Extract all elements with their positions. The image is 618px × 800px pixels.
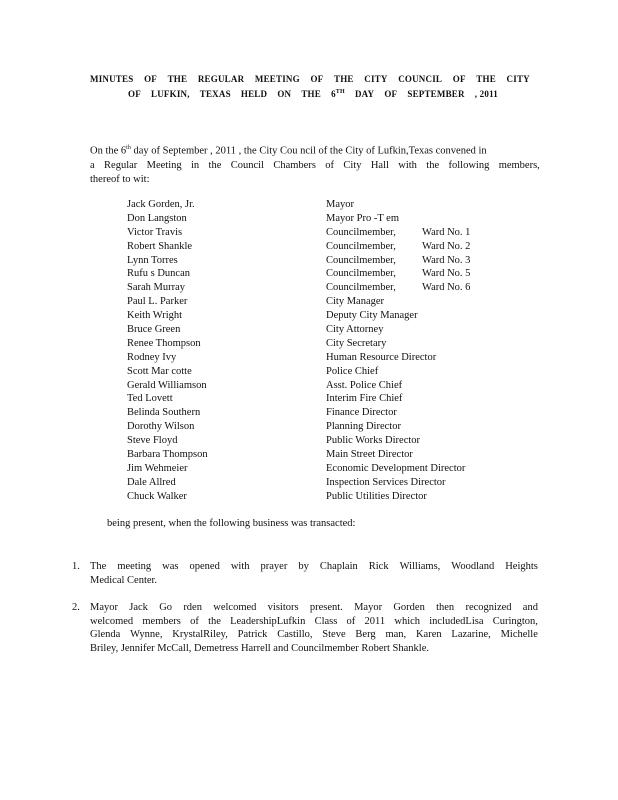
member-row [127,226,507,240]
title-word: THE [334,74,354,84]
title-word: OF [310,74,324,84]
member-name: Steve Floyd [127,435,178,447]
item-line [90,560,538,574]
member-row [127,240,507,254]
member-ward: Ward No. 6 [422,282,471,294]
intro-line-1: On the 6th day of September , 2011 , the City Cou ncil of the City of Lufkin,Texas convened in [90,145,487,157]
title-word: DAY [354,89,375,99]
item-word: visitors [267,602,299,613]
item-word: members [142,615,181,627]
intro-word: Hall [370,159,389,171]
intro-word: City [343,159,362,171]
title-word: MEETING [254,74,300,84]
item-word: of [346,615,356,627]
item-number: 1. [72,561,80,572]
item-word: opened [189,561,220,572]
intro-line-3: thereof to wit: [90,173,150,185]
intro-word: a [90,159,95,171]
title-line-1 [90,74,530,84]
member-role: Interim Fire Chief [326,393,403,405]
member-name: Robert Shankle [127,240,193,252]
member-row [127,379,507,393]
member-role: Economic Development Director [326,462,466,474]
intro-word: Meeting [146,159,182,171]
member-row [127,198,507,212]
item-word: was [162,561,179,572]
item-word: Berg [355,629,376,640]
intro-word: the [208,159,222,171]
title-word: LUFKIN, [151,89,190,99]
member-role: Councilmember, [326,254,396,266]
member-row [127,351,507,365]
title-word: REGULAR [197,74,245,84]
member-name: Belinda Southern [127,407,201,419]
title-word: OF [128,89,141,99]
item-word: Lazarine, [451,629,491,640]
member-row [127,448,507,462]
item-word: 2011 [364,615,386,627]
item-word: Jack [129,602,148,613]
member-name: Gerald Williamson [127,379,207,391]
member-name: Scott Mar cotte [127,365,192,377]
item-word: Rick [368,561,389,572]
item-word: KrystalRiley, [172,629,228,640]
member-role: City Secretary [326,337,387,349]
title-word: 6 [331,89,336,99]
intro-line-2 [90,159,540,173]
member-ward: Ward No. 5 [422,268,471,280]
item-word: which [394,615,421,627]
item-word: Wynne, [130,629,163,640]
member-row [127,212,507,226]
title-word: OF [452,74,466,84]
member-name: Keith Wright [127,310,183,322]
title-word: CITY [506,74,530,84]
member-name: Rufu s Duncan [127,268,190,280]
member-role: Public Works Director [326,435,421,447]
item-word: man, [385,629,407,640]
member-name: Renee Thompson [127,337,201,349]
item-word: Mayor [354,602,383,613]
member-name: Bruce Green [127,324,181,336]
title-day [331,89,345,99]
member-row [127,267,507,281]
member-role: Main Street Director [326,449,413,461]
title-line-2 [128,89,498,99]
member-name: Chuck Walker [127,490,187,502]
member-row [127,462,507,476]
member-name: Ted Lovett [127,393,173,405]
member-name: Dorothy Wilson [127,421,195,433]
item-word: Williams, [399,561,441,572]
member-name: Lynn Torres [127,254,178,266]
member-role: Councilmember, [326,282,396,294]
item-word: LeadershipLufkin [230,615,306,627]
item-word: Steve [322,629,346,640]
member-row [127,295,507,309]
intro-word: members, [498,159,540,171]
item-number: 2. [72,602,80,613]
intro-word: following [448,159,490,171]
member-row [127,406,507,420]
member-name: Victor Travis [127,226,183,238]
item-word: Go [159,602,173,613]
item-word: Patrick [237,629,268,640]
item-word: includedLisa [429,615,484,627]
item-word: Gorden [393,602,425,613]
title-word: HELD [240,89,268,99]
member-role: Councilmember, [326,240,396,252]
intro-word: in [191,159,200,171]
member-role: Asst. Police Chief [326,379,403,391]
member-row [127,323,507,337]
item-word: Chaplain [319,561,358,572]
member-role: Inspection Services Director [326,476,446,488]
item-last-line: Medical Center. [90,574,158,586]
intro-word: Regular [104,159,138,171]
member-row [127,309,507,323]
item-word: the [208,615,221,627]
item-word: Class [314,615,338,627]
title-superscript: TH [335,89,345,95]
item-word: Castillo, [277,629,313,640]
item-word: Woodland [451,561,495,572]
intro-word: Council [230,159,264,171]
member-role: Councilmember, [326,268,396,280]
title-word: , 2011 [474,89,498,99]
title-word: CITY [364,74,388,84]
member-ward: Ward No. 1 [422,226,471,238]
title-word: ON [277,89,292,99]
member-row [127,365,507,379]
member-row [127,281,507,295]
member-name: Dale Allred [127,476,176,488]
title-word: TEXAS [199,89,231,99]
item-last-line: Briley, Jennifer McCall, Demetress Harrell and Councilmember Robert Shankle. [90,642,430,654]
item-word: Curington, [492,615,538,627]
members-roster [127,198,507,504]
item-word: then [436,602,455,613]
item-text [90,560,538,587]
item-line [90,601,538,615]
item-word: Heights [505,561,538,572]
title-word: THE [476,74,496,84]
member-role: City Attorney [326,324,384,336]
item-word: welcomed [213,602,257,613]
member-row [127,392,507,406]
being-present-text: being present, when the following business was transacted: [107,518,356,529]
item-word: recognized [465,602,512,613]
item-word: welcomed [90,615,134,627]
title-word: THE [301,89,321,99]
item-word: by [298,561,309,572]
member-role: Police Chief [326,365,379,377]
item-word: prayer [260,561,288,572]
item-word: Karen [415,629,442,640]
intro-word: of [325,159,335,171]
title-word: COUNCIL [398,74,443,84]
member-name: Don Langston [127,212,187,224]
member-name: Rodney Ivy [127,351,177,363]
member-row [127,434,507,448]
intro-word: the [426,159,440,171]
intro-word: Chambers [273,159,316,171]
item-line [90,615,538,629]
title-word: SEPTEMBER [407,89,465,99]
member-ward: Ward No. 2 [422,240,471,252]
member-role: Human Resource Director [326,351,437,363]
item-line [90,628,538,642]
intro-paragraph [90,141,540,187]
member-role: Mayor Pro -T em [326,212,400,224]
item-word: Mayor [90,602,118,613]
member-role: Planning Director [326,421,401,433]
member-name: Barbara Thompson [127,449,208,461]
member-row [127,490,507,504]
item-word: of [190,615,199,627]
member-row [127,254,507,268]
item-word: present. [309,602,343,613]
member-name: Sarah Murray [127,282,186,294]
item-word: with [230,561,250,572]
member-role: Mayor [326,199,354,210]
item-word: and [522,602,538,613]
member-role: City Manager [326,296,385,308]
member-name: Jim Wehmeier [127,462,188,474]
item-word: The [90,561,107,572]
member-name: Jack Gorden, Jr. [127,199,195,210]
member-row [127,337,507,351]
title-word: OF [384,89,398,99]
member-row [127,476,507,490]
member-role: Councilmember, [326,226,396,238]
member-ward: Ward No. 3 [422,254,471,266]
member-row [127,420,507,434]
title-word: THE [167,74,188,84]
intro-word: with [398,159,417,171]
item-word: Michelle [500,629,538,640]
member-role: Finance Director [326,407,397,419]
member-role: Deputy City Manager [326,310,418,322]
item-word: meeting [117,561,152,572]
title-word: MINUTES [90,74,134,84]
item-word: rden [183,602,202,613]
member-role: Public Utilities Director [326,490,427,502]
title-word: OF [144,74,157,84]
item-text [90,601,538,655]
item-word: Glenda [90,629,121,640]
member-name: Paul L. Parker [127,296,188,308]
